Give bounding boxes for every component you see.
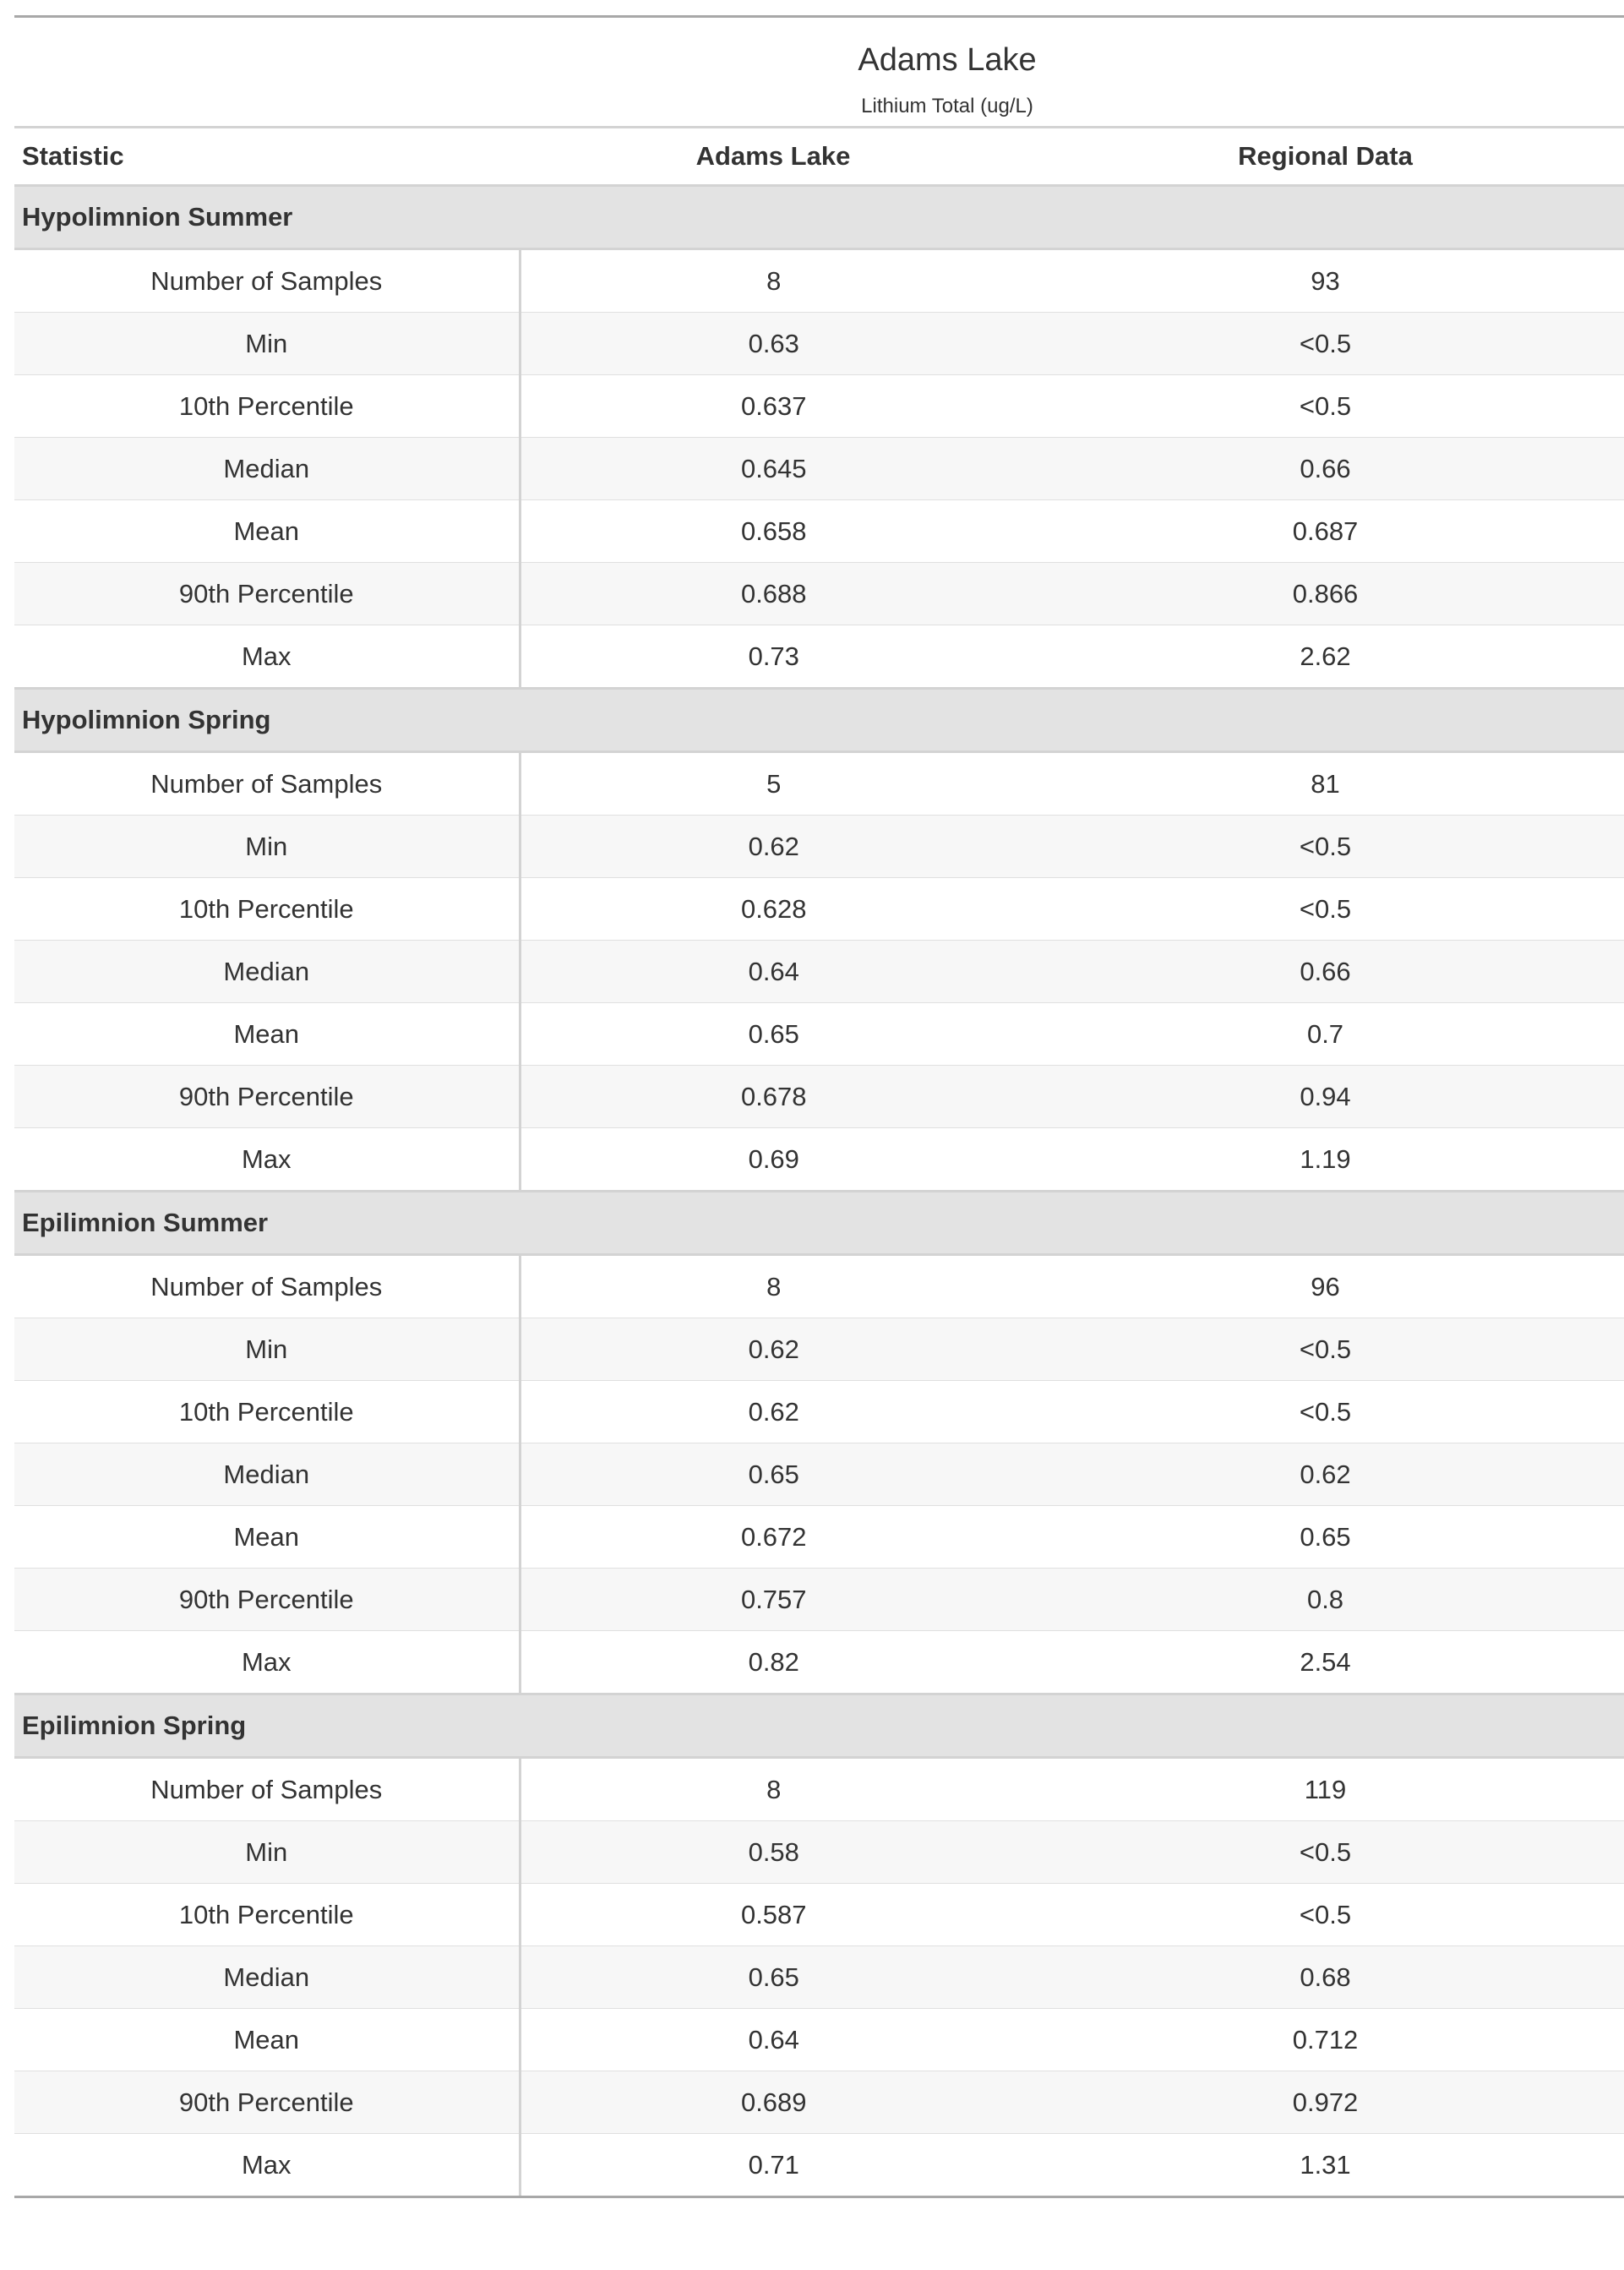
group-section: [14, 186, 1624, 689]
table-row: [14, 1506, 1624, 1569]
regional-value-cell: 0.68: [1027, 1946, 1624, 2009]
column-header-regional: Regional Data: [1027, 128, 1624, 186]
regional-value-cell: 0.972: [1027, 2071, 1624, 2134]
statistic-cell: 90th Percentile: [14, 1066, 520, 1128]
group-label: Hypolimnion Spring: [14, 689, 1624, 752]
group-header-row: [14, 1694, 1624, 1758]
lake-value-cell: 0.688: [520, 563, 1027, 625]
statistic-cell: 90th Percentile: [14, 1569, 520, 1631]
lake-value-cell: 0.587: [520, 1884, 1027, 1946]
statistic-cell: Min: [14, 816, 520, 878]
lake-value-cell: 0.58: [520, 1821, 1027, 1884]
regional-value-cell: 2.54: [1027, 1631, 1624, 1694]
table-row: [14, 2071, 1624, 2134]
regional-value-cell: <0.5: [1027, 1318, 1624, 1381]
statistic-cell: Min: [14, 1821, 520, 1884]
regional-value-cell: 0.94: [1027, 1066, 1624, 1128]
regional-value-cell: <0.5: [1027, 878, 1624, 941]
table-title: Adams Lake: [858, 42, 1037, 78]
regional-value-cell: 0.866: [1027, 563, 1624, 625]
lake-value-cell: 0.65: [520, 1003, 1027, 1066]
lake-value-cell: 0.658: [520, 500, 1027, 563]
statistic-cell: 10th Percentile: [14, 1884, 520, 1946]
regional-value-cell: 93: [1311, 265, 1340, 296]
lake-value-cell: 0.628: [520, 878, 1027, 941]
table-row: [14, 752, 1624, 816]
table-row: [14, 1569, 1624, 1631]
group-header-row: [14, 186, 1624, 249]
table-row: [14, 375, 1624, 438]
regional-value-cell: <0.5: [1027, 1884, 1624, 1946]
statistic-cell: Mean: [14, 2009, 520, 2071]
regional-value-cell: 0.62: [1027, 1443, 1624, 1506]
lake-value-cell: 0.64: [520, 941, 1027, 1003]
statistic-cell: Median: [14, 438, 520, 500]
table-row: [14, 438, 1624, 500]
table-row: [14, 816, 1624, 878]
statistic-cell: Number of Samples: [14, 1758, 520, 1821]
lake-value-cell: 0.63: [520, 313, 1027, 375]
statistic-cell: Number of Samples: [14, 249, 520, 313]
statistic-cell: 10th Percentile: [14, 878, 520, 941]
table-subtitle: Lithium Total (ug/L): [861, 95, 1033, 117]
regional-value-cell: 2.62: [1027, 625, 1624, 689]
statistic-cell: 10th Percentile: [14, 1381, 520, 1443]
statistic-cell: Max: [14, 1631, 520, 1694]
table-row: [14, 249, 1624, 313]
regional-value-cell: 119: [1304, 1774, 1347, 1804]
table-row: [14, 1884, 1624, 1946]
column-header-statistic: Statistic: [14, 128, 520, 186]
lake-value-cell: 0.645: [520, 438, 1027, 500]
regional-value-cell: 81: [1311, 768, 1340, 799]
statistic-cell: Number of Samples: [14, 1255, 520, 1318]
table-row: [14, 563, 1624, 625]
lake-value-cell: 0.678: [520, 1066, 1027, 1128]
lake-value-cell: 0.69: [520, 1128, 1027, 1192]
lake-value-cell: 8: [766, 1271, 782, 1301]
group-header-row: [14, 689, 1624, 752]
statistic-cell: 90th Percentile: [14, 563, 520, 625]
regional-value-cell: 0.66: [1027, 438, 1624, 500]
regional-value-cell: 0.7: [1027, 1003, 1624, 1066]
lake-value-cell: 8: [766, 265, 782, 296]
regional-value-cell: <0.5: [1027, 375, 1624, 438]
table-row: [14, 1443, 1624, 1506]
column-header-lake: Adams Lake: [520, 128, 1027, 186]
group-header-row: [14, 1192, 1624, 1255]
regional-value-cell: 0.712: [1027, 2009, 1624, 2071]
lake-value-cell: 0.62: [520, 1381, 1027, 1443]
statistic-cell: Mean: [14, 500, 520, 563]
title-cell: [14, 17, 1624, 128]
table-row: [14, 1381, 1624, 1443]
statistic-cell: 10th Percentile: [14, 375, 520, 438]
group-section: [14, 1192, 1624, 1694]
regional-value-cell: <0.5: [1027, 1821, 1624, 1884]
group-section: [14, 1694, 1624, 2197]
lake-value-cell: 0.62: [520, 1318, 1027, 1381]
statistic-cell: Min: [14, 1318, 520, 1381]
statistic-cell: Median: [14, 1443, 520, 1506]
regional-value-cell: 0.687: [1027, 500, 1624, 563]
group-section: [14, 689, 1624, 1192]
table-row: [14, 941, 1624, 1003]
table-row: [14, 625, 1624, 689]
table-row: [14, 878, 1624, 941]
statistic-cell: Mean: [14, 1003, 520, 1066]
statistic-cell: 90th Percentile: [14, 2071, 520, 2134]
table-row: [14, 2134, 1624, 2197]
lake-value-cell: 0.82: [520, 1631, 1027, 1694]
regional-value-cell: <0.5: [1027, 1381, 1624, 1443]
summary-table: [14, 15, 1624, 2198]
statistic-cell: Median: [14, 941, 520, 1003]
lake-value-cell: 0.757: [520, 1569, 1027, 1631]
statistic-cell: Number of Samples: [14, 752, 520, 816]
lake-value-cell: 8: [766, 1774, 782, 1804]
regional-value-cell: <0.5: [1027, 816, 1624, 878]
table-row: [14, 1758, 1624, 1821]
lake-value-cell: 0.62: [520, 816, 1027, 878]
lake-value-cell: 0.637: [520, 375, 1027, 438]
table-row: [14, 1255, 1624, 1318]
regional-value-cell: 0.8: [1027, 1569, 1624, 1631]
statistic-cell: Mean: [14, 1506, 520, 1569]
statistic-cell: Median: [14, 1946, 520, 2009]
table-row: [14, 1318, 1624, 1381]
lake-value-cell: 0.672: [520, 1506, 1027, 1569]
statistic-cell: Max: [14, 625, 520, 689]
lake-value-cell: 0.73: [520, 625, 1027, 689]
table-row: [14, 1128, 1624, 1192]
regional-value-cell: 1.31: [1027, 2134, 1624, 2197]
lake-value-cell: 0.65: [520, 1443, 1027, 1506]
lake-value-cell: 0.65: [520, 1946, 1027, 2009]
table-row: [14, 1946, 1624, 2009]
regional-value-cell: 0.65: [1027, 1506, 1624, 1569]
lake-value-cell: 0.689: [520, 2071, 1027, 2134]
table-row: [14, 500, 1624, 563]
table-row: [14, 1066, 1624, 1128]
table-row: [14, 1003, 1624, 1066]
group-label: Hypolimnion Summer: [14, 186, 1624, 249]
summary-table-container: [14, 15, 1624, 2198]
regional-value-cell: 0.66: [1027, 941, 1624, 1003]
table-row: [14, 2009, 1624, 2071]
table-row: [14, 1821, 1624, 1884]
group-label: Epilimnion Spring: [14, 1694, 1624, 1758]
lake-value-cell: 0.64: [520, 2009, 1027, 2071]
table-row: [14, 1631, 1624, 1694]
regional-value-cell: <0.5: [1027, 313, 1624, 375]
regional-value-cell: 1.19: [1027, 1128, 1624, 1192]
statistic-cell: Min: [14, 313, 520, 375]
statistic-cell: Max: [14, 1128, 520, 1192]
lake-value-cell: 0.71: [520, 2134, 1027, 2197]
group-label: Epilimnion Summer: [14, 1192, 1624, 1255]
table-row: [14, 313, 1624, 375]
table-header: [14, 17, 1624, 186]
statistic-cell: Max: [14, 2134, 520, 2197]
regional-value-cell: 96: [1311, 1271, 1340, 1301]
lake-value-cell: 5: [766, 768, 782, 799]
